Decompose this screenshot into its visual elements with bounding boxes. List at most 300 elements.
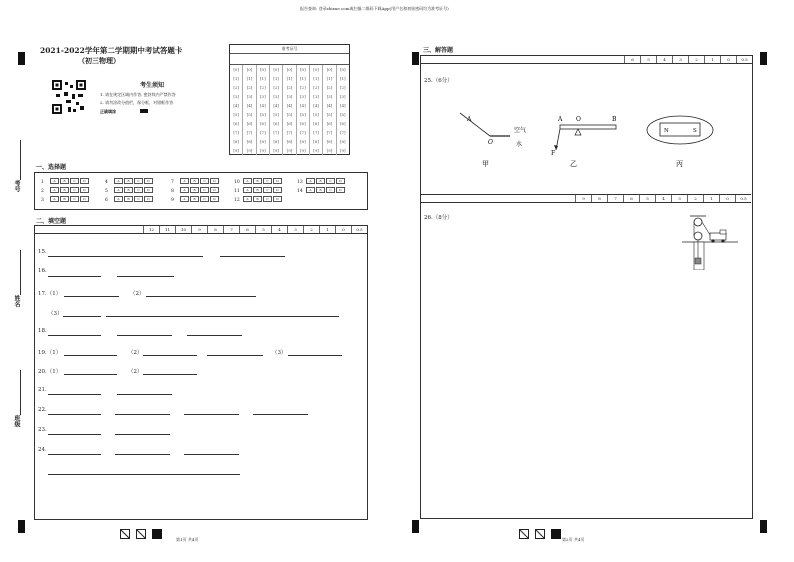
score-cell[interactable]: 12 bbox=[143, 226, 159, 233]
score-bar-wrap bbox=[421, 194, 751, 203]
choice-bubble[interactable]: A bbox=[180, 187, 189, 193]
choice-bubble[interactable]: B bbox=[60, 178, 69, 184]
choice-bubble[interactable]: A bbox=[306, 178, 315, 184]
choice-bubble[interactable]: C bbox=[70, 187, 79, 193]
notice-item: 1. 请在规定区域内作答, 密封线内严禁作答 bbox=[100, 92, 176, 97]
score-cell[interactable]: 6 bbox=[239, 226, 255, 233]
exam-digit-bubble[interactable]: [3] bbox=[339, 94, 346, 99]
score-cell[interactable]: 4 bbox=[656, 56, 672, 63]
exam-digit-bubble[interactable]: [3] bbox=[273, 94, 279, 99]
exam-digit-bubble[interactable]: [4] bbox=[233, 103, 239, 108]
exam-digit-bubble[interactable]: [5] bbox=[299, 112, 306, 117]
choice-bubble[interactable]: C bbox=[70, 196, 79, 202]
choice-bubble[interactable]: A bbox=[243, 187, 252, 193]
choice-bubble[interactable]: A bbox=[243, 178, 252, 184]
exam-number-column bbox=[309, 65, 322, 155]
exam-digit-bubble[interactable]: [7] bbox=[259, 130, 266, 135]
choice-bubble[interactable]: A bbox=[114, 187, 123, 193]
exam-digit-bubble[interactable]: [6] bbox=[299, 121, 306, 126]
score-bar bbox=[35, 226, 367, 234]
q24-label: 24. bbox=[38, 447, 47, 453]
choice-bubble[interactable]: D bbox=[144, 187, 153, 193]
choice-bubble[interactable]: D bbox=[210, 187, 219, 193]
exam-digit-bubble[interactable]: [7] bbox=[339, 130, 346, 135]
exam-number-column bbox=[322, 65, 335, 155]
choice-bubble[interactable]: D bbox=[273, 196, 282, 202]
side-label-exam-no: 考号 bbox=[13, 180, 20, 192]
choice-bubble[interactable]: A bbox=[114, 178, 123, 184]
score-bar bbox=[421, 194, 751, 203]
answer-line[interactable] bbox=[187, 335, 242, 336]
exam-digit-bubble[interactable]: [6] bbox=[273, 121, 279, 126]
exam-digit-bubble[interactable]: [2] bbox=[326, 85, 333, 90]
exam-digit-bubble[interactable]: [2] bbox=[286, 85, 293, 90]
exam-digit-bubble[interactable]: [6] bbox=[233, 121, 239, 126]
score-cell[interactable]: 9 bbox=[191, 226, 207, 233]
score-cell[interactable]: 3 bbox=[672, 56, 688, 63]
choice-question bbox=[105, 196, 154, 203]
choice-bubble[interactable]: D bbox=[273, 187, 282, 193]
score-cell[interactable]: 10 bbox=[175, 226, 191, 233]
choice-bubble[interactable]: C bbox=[263, 196, 272, 202]
choice-bubble[interactable]: D bbox=[336, 178, 345, 184]
choice-number: 4 bbox=[105, 179, 108, 185]
q22-label: 22. bbox=[38, 407, 47, 413]
q16-label: 16. bbox=[38, 268, 47, 274]
q20-part2-label: （2） bbox=[128, 369, 143, 375]
corner-mark bbox=[760, 520, 767, 533]
exam-digit-bubble[interactable]: [0] bbox=[233, 67, 239, 72]
score-cell[interactable]: 9 bbox=[575, 195, 591, 202]
choice-bubble[interactable]: B bbox=[60, 196, 69, 202]
exam-number-column bbox=[256, 65, 269, 155]
choice-bubble[interactable]: C bbox=[326, 187, 335, 193]
exam-digit-bubble[interactable]: [7] bbox=[299, 130, 306, 135]
exam-digit-bubble[interactable]: [6] bbox=[326, 121, 333, 126]
answer-line[interactable] bbox=[64, 355, 117, 356]
exam-digit-bubble[interactable]: [4] bbox=[299, 103, 306, 108]
choice-bubble[interactable]: B bbox=[253, 178, 262, 184]
answer-line[interactable] bbox=[117, 394, 172, 395]
exam-digit-bubble[interactable]: [6] bbox=[313, 121, 319, 126]
choice-bubble[interactable]: B bbox=[60, 187, 69, 193]
answer-line[interactable] bbox=[220, 256, 285, 257]
answer-line[interactable] bbox=[115, 434, 170, 435]
exam-digit-bubble[interactable]: [9] bbox=[339, 148, 346, 153]
answer-line[interactable] bbox=[143, 355, 197, 356]
choice-question bbox=[234, 187, 283, 194]
answer-line[interactable] bbox=[146, 296, 256, 297]
exam-digit-bubble[interactable]: [3] bbox=[313, 94, 319, 99]
score-cell[interactable]: 3 bbox=[671, 195, 687, 202]
choice-question bbox=[234, 196, 283, 203]
exam-digit-bubble[interactable]: [8] bbox=[246, 139, 253, 144]
answer-line[interactable] bbox=[48, 434, 101, 435]
exam-digit-bubble[interactable]: [0] bbox=[326, 67, 333, 72]
score-cell[interactable]: 0.5 bbox=[735, 195, 751, 202]
choice-bubble[interactable]: C bbox=[70, 178, 79, 184]
choice-question bbox=[171, 178, 220, 185]
choice-bubble[interactable]: D bbox=[273, 178, 282, 184]
exam-digit-bubble[interactable]: [7] bbox=[246, 130, 253, 135]
answer-line[interactable] bbox=[288, 355, 342, 356]
score-cell[interactable]: 1 bbox=[319, 226, 335, 233]
section2-title: 二、填空题 bbox=[36, 218, 67, 225]
exam-digit-bubble[interactable]: [2] bbox=[259, 85, 266, 90]
choice-bubble[interactable]: C bbox=[134, 187, 143, 193]
exam-digit-bubble[interactable]: [1] bbox=[233, 76, 239, 81]
qr-code bbox=[52, 80, 86, 114]
exam-digit-bubble[interactable]: [1] bbox=[246, 76, 253, 81]
exam-digit-bubble[interactable]: [5] bbox=[233, 112, 239, 117]
q25-label: 25.（6分） bbox=[424, 78, 453, 84]
exam-number-box bbox=[229, 44, 350, 155]
exam-digit-bubble[interactable]: [4] bbox=[286, 103, 293, 108]
choice-bubble[interactable]: A bbox=[50, 196, 59, 202]
choice-bubble[interactable]: C bbox=[200, 196, 209, 202]
exam-digit-bubble[interactable]: [3] bbox=[286, 94, 293, 99]
choice-question bbox=[171, 187, 220, 194]
choice-bubble[interactable]: C bbox=[134, 196, 143, 202]
choice-bubble[interactable]: D bbox=[336, 187, 345, 193]
label-jia: 甲 bbox=[482, 160, 489, 168]
page1-footer: 第1页 共4页 bbox=[176, 537, 199, 542]
score-cell[interactable]: 0 bbox=[720, 56, 736, 63]
label-O: O bbox=[488, 139, 493, 146]
choice-box bbox=[34, 172, 368, 210]
notice-item: 2. 请勿涂改分值栏，保分框，对错框作答 bbox=[100, 100, 174, 105]
choice-question bbox=[171, 196, 220, 203]
exam-digit-bubble[interactable]: [4] bbox=[259, 103, 266, 108]
choice-question bbox=[41, 178, 90, 185]
label-yi: 乙 bbox=[570, 160, 577, 168]
exam-digit-bubble[interactable]: [8] bbox=[313, 139, 319, 144]
exam-digit-bubble[interactable]: [1] bbox=[299, 76, 306, 81]
q17-label: 17.（1） bbox=[38, 291, 62, 297]
exam-digit-bubble[interactable]: [6] bbox=[246, 121, 253, 126]
exam-digit-bubble[interactable]: [0] bbox=[273, 67, 279, 72]
exam-digit-bubble[interactable]: [1] bbox=[273, 76, 279, 81]
choice-bubble[interactable]: A bbox=[50, 178, 59, 184]
exam-digit-bubble[interactable]: [8] bbox=[299, 139, 306, 144]
exam-digit-bubble[interactable]: [8] bbox=[259, 139, 266, 144]
exam-digit-bubble[interactable]: [9] bbox=[246, 148, 253, 153]
q19-label: 19.（1） bbox=[38, 350, 62, 356]
score-bar bbox=[421, 56, 752, 64]
label-A: A bbox=[467, 116, 472, 123]
score-cell[interactable]: 4 bbox=[271, 226, 287, 233]
exam-digit-bubble[interactable]: [4] bbox=[273, 103, 279, 108]
exam-digit-bubble[interactable]: [2] bbox=[313, 85, 319, 90]
incident-ray bbox=[460, 113, 490, 136]
exam-digit-bubble[interactable]: [9] bbox=[326, 148, 333, 153]
exam-digit-bubble[interactable]: [9] bbox=[259, 148, 266, 153]
exam-digit-bubble[interactable]: [1] bbox=[326, 76, 333, 81]
notice-title: 考生须知 bbox=[140, 82, 165, 89]
choice-bubble[interactable]: A bbox=[180, 196, 189, 202]
choice-number: 2 bbox=[41, 188, 44, 194]
exam-digit-bubble[interactable]: [0] bbox=[313, 67, 319, 72]
answer-line[interactable] bbox=[253, 414, 308, 415]
corner-mark bbox=[18, 52, 25, 65]
side-label-name: 姓名 bbox=[13, 295, 20, 307]
exam-digit-bubble[interactable]: [0] bbox=[259, 67, 266, 72]
choice-bubble[interactable]: C bbox=[326, 178, 335, 184]
choice-bubble[interactable]: C bbox=[134, 178, 143, 184]
page2-footer: 第2页 共4页 bbox=[562, 537, 585, 542]
label-air: 空气 bbox=[514, 127, 527, 134]
section3-title: 三、解答题 bbox=[423, 47, 454, 54]
score-cell[interactable]: 8 bbox=[591, 195, 607, 202]
choice-number: 7 bbox=[171, 179, 174, 185]
score-cell[interactable]: 1 bbox=[704, 56, 720, 63]
choice-bubble[interactable]: B bbox=[253, 187, 262, 193]
exam-digit-bubble[interactable]: [5] bbox=[273, 112, 279, 117]
answer-line[interactable] bbox=[207, 355, 263, 356]
exam-digit-bubble[interactable]: [8] bbox=[326, 139, 333, 144]
fill-example-label: 正确填涂 bbox=[100, 109, 116, 114]
exam-digit-bubble[interactable]: [1] bbox=[259, 76, 266, 81]
choice-bubble[interactable]: C bbox=[263, 178, 272, 184]
answer-line[interactable] bbox=[48, 256, 203, 257]
score-cell[interactable]: 0 bbox=[719, 195, 735, 202]
exam-digit-bubble[interactable]: [9] bbox=[233, 148, 239, 153]
answer-line[interactable] bbox=[143, 374, 197, 375]
fill-box bbox=[34, 225, 368, 520]
choice-bubble[interactable]: D bbox=[80, 178, 89, 184]
exam-digit-bubble[interactable]: [2] bbox=[233, 85, 239, 90]
exam-digit-bubble[interactable]: [6] bbox=[339, 121, 346, 126]
q26-label: 26.（8分） bbox=[424, 215, 453, 221]
exam-digit-bubble[interactable]: [1] bbox=[286, 76, 293, 81]
choice-bubble[interactable]: B bbox=[124, 187, 133, 193]
score-cell[interactable]: 5 bbox=[640, 56, 656, 63]
exam-digit-bubble[interactable]: [3] bbox=[233, 94, 239, 99]
answer-line[interactable] bbox=[64, 374, 117, 375]
answer-line[interactable] bbox=[48, 414, 101, 415]
choice-number: 8 bbox=[171, 188, 174, 194]
score-cell[interactable]: 7 bbox=[607, 195, 623, 202]
exam-digit-bubble[interactable]: [8] bbox=[286, 139, 293, 144]
exam-digit-bubble[interactable]: [7] bbox=[326, 130, 333, 135]
exam-digit-bubble[interactable]: [4] bbox=[313, 103, 319, 108]
choice-bubble[interactable]: A bbox=[114, 196, 123, 202]
exam-number-column bbox=[282, 65, 295, 155]
score-cell[interactable]: 3 bbox=[287, 226, 303, 233]
exam-number-label: 准考证号 bbox=[230, 45, 349, 54]
exam-digit-bubble[interactable]: [7] bbox=[233, 130, 239, 135]
score-cell[interactable]: 4 bbox=[655, 195, 671, 202]
exam-digit-bubble[interactable]: [0] bbox=[299, 67, 306, 72]
exam-digit-bubble[interactable]: [2] bbox=[273, 85, 279, 90]
choice-bubble[interactable]: B bbox=[124, 196, 133, 202]
choice-bubble[interactable]: C bbox=[263, 187, 272, 193]
score-cell[interactable]: 2 bbox=[688, 56, 704, 63]
exam-digit-bubble[interactable]: [0] bbox=[286, 67, 293, 72]
choice-bubble[interactable]: A bbox=[180, 178, 189, 184]
exam-digit-bubble[interactable]: [6] bbox=[259, 121, 266, 126]
exam-digit-bubble[interactable]: [5] bbox=[313, 112, 319, 117]
exam-number-column bbox=[242, 65, 255, 155]
q23-label: 23. bbox=[38, 427, 47, 433]
choice-question bbox=[105, 187, 154, 194]
choice-number: 9 bbox=[171, 197, 174, 203]
exam-digit-bubble[interactable]: [6] bbox=[286, 121, 293, 126]
choice-number: 1 bbox=[41, 179, 44, 185]
exam-digit-bubble[interactable]: [2] bbox=[246, 85, 253, 90]
exam-digit-bubble[interactable]: [3] bbox=[299, 94, 306, 99]
corner-mark bbox=[412, 520, 419, 533]
score-cell[interactable]: 2 bbox=[303, 226, 319, 233]
exam-digit-bubble[interactable]: [5] bbox=[339, 112, 346, 117]
q20-label: 20.（1） bbox=[38, 369, 62, 375]
choice-question bbox=[105, 178, 154, 185]
score-cell[interactable]: 8 bbox=[207, 226, 223, 233]
answer-line[interactable] bbox=[184, 414, 239, 415]
choice-bubble[interactable]: C bbox=[200, 187, 209, 193]
exam-digit-bubble[interactable]: [7] bbox=[286, 130, 293, 135]
exam-digit-bubble[interactable]: [4] bbox=[339, 103, 346, 108]
lever bbox=[560, 125, 616, 129]
label-water: 水 bbox=[516, 141, 523, 148]
choice-bubble[interactable]: D bbox=[80, 196, 89, 202]
choice-question bbox=[297, 187, 346, 194]
exam-digit-bubble[interactable]: [3] bbox=[246, 94, 253, 99]
choice-question bbox=[297, 178, 346, 185]
exam-digit-bubble[interactable]: [5] bbox=[326, 112, 333, 117]
page-subtitle: （初三物理） bbox=[78, 56, 120, 65]
q17-part3-label: （3） bbox=[48, 311, 63, 317]
exam-number-grid bbox=[230, 65, 349, 155]
choice-bubble[interactable]: A bbox=[50, 187, 59, 193]
exam-digit-bubble[interactable]: [9] bbox=[313, 148, 319, 153]
score-cell[interactable]: 0.5 bbox=[736, 56, 752, 63]
exam-digit-bubble[interactable]: [9] bbox=[286, 148, 293, 153]
q15-label: 15. bbox=[38, 249, 47, 255]
exam-digit-bubble[interactable]: [2] bbox=[339, 85, 346, 90]
choice-bubble[interactable]: B bbox=[316, 178, 325, 184]
exam-digit-bubble[interactable]: [1] bbox=[313, 76, 319, 81]
answer-line[interactable] bbox=[48, 474, 240, 475]
score-cell[interactable]: 11 bbox=[159, 226, 175, 233]
choice-number: 11 bbox=[234, 188, 240, 194]
corner-mark bbox=[760, 52, 767, 65]
choice-bubble[interactable]: B bbox=[124, 178, 133, 184]
choice-number: 6 bbox=[105, 197, 108, 203]
exam-digit-bubble[interactable]: [0] bbox=[339, 67, 346, 72]
choice-bubble[interactable]: A bbox=[243, 196, 252, 202]
answer-line[interactable] bbox=[48, 335, 101, 336]
answer-line[interactable] bbox=[106, 316, 339, 317]
exam-digit-bubble[interactable]: [3] bbox=[259, 94, 266, 99]
score-cell[interactable]: 7 bbox=[223, 226, 239, 233]
score-cell[interactable]: 0 bbox=[335, 226, 351, 233]
exam-digit-bubble[interactable]: [5] bbox=[246, 112, 253, 117]
answer-line[interactable] bbox=[63, 316, 101, 317]
side-line bbox=[20, 250, 21, 295]
exam-digit-bubble[interactable]: [8] bbox=[233, 139, 239, 144]
choice-bubble[interactable]: D bbox=[144, 178, 153, 184]
label-N: N bbox=[664, 128, 669, 134]
answer-line[interactable] bbox=[117, 335, 172, 336]
q26-figure bbox=[682, 214, 738, 270]
choice-bubble[interactable]: A bbox=[306, 187, 315, 193]
score-cell[interactable]: 1 bbox=[703, 195, 719, 202]
exam-digit-bubble[interactable]: [4] bbox=[326, 103, 333, 108]
choice-number: 5 bbox=[105, 188, 108, 194]
exam-digit-bubble[interactable]: [9] bbox=[273, 148, 279, 153]
choice-bubble[interactable]: D bbox=[210, 178, 219, 184]
pulley-top bbox=[694, 218, 702, 226]
choice-bubble[interactable]: D bbox=[80, 187, 89, 193]
answer-line[interactable] bbox=[48, 454, 101, 455]
score-cell[interactable]: 5 bbox=[255, 226, 271, 233]
exam-number-column bbox=[336, 65, 349, 155]
answer-line[interactable] bbox=[64, 296, 119, 297]
choice-bubble[interactable]: C bbox=[200, 178, 209, 184]
well bbox=[694, 242, 704, 270]
choice-bubble[interactable]: B bbox=[253, 196, 262, 202]
score-cell[interactable]: 2 bbox=[687, 195, 703, 202]
fulcrum bbox=[575, 129, 581, 135]
exam-digit-bubble[interactable]: [8] bbox=[339, 139, 346, 144]
exam-digit-bubble[interactable]: [7] bbox=[313, 130, 319, 135]
exam-digit-bubble[interactable]: [2] bbox=[299, 85, 306, 90]
exam-digit-bubble[interactable]: [9] bbox=[299, 148, 306, 153]
answer-line[interactable] bbox=[48, 276, 101, 277]
label-FA: F bbox=[551, 150, 556, 157]
choice-question bbox=[41, 196, 90, 203]
pulley-bottom bbox=[694, 232, 702, 240]
q17-part2-label: （2） bbox=[130, 291, 145, 297]
header-note: 报告查询: 登录zhixue.com或扫描二维码下载App(用户名和初始密码均为准考证号) bbox=[300, 6, 449, 11]
choice-number: 10 bbox=[234, 179, 240, 185]
exam-digit-bubble[interactable]: [0] bbox=[246, 67, 253, 72]
choice-bubble[interactable]: B bbox=[190, 196, 199, 202]
choice-bubble[interactable]: D bbox=[210, 196, 219, 202]
side-line bbox=[20, 140, 21, 180]
choice-bubble[interactable]: D bbox=[144, 196, 153, 202]
exam-digit-bubble[interactable]: [5] bbox=[259, 112, 266, 117]
label-O: O bbox=[576, 116, 581, 123]
choice-question bbox=[234, 178, 283, 185]
answer-line[interactable] bbox=[115, 414, 170, 415]
exam-digit-bubble[interactable]: [1] bbox=[339, 76, 346, 81]
choice-bubble[interactable]: B bbox=[316, 187, 325, 193]
choice-bubble[interactable]: B bbox=[190, 187, 199, 193]
exam-digit-bubble[interactable]: [5] bbox=[286, 112, 293, 117]
q19-part3-label: （3） bbox=[272, 350, 287, 356]
choice-number: 13 bbox=[297, 179, 303, 185]
answer-line[interactable] bbox=[115, 454, 170, 455]
answer-line[interactable] bbox=[117, 276, 174, 277]
exam-digit-bubble[interactable]: [8] bbox=[273, 139, 279, 144]
q21-label: 21. bbox=[38, 387, 47, 393]
choice-number: 12 bbox=[234, 197, 240, 203]
corner-mark bbox=[412, 52, 419, 65]
answer-line[interactable] bbox=[184, 454, 239, 455]
score-cell[interactable]: 6 bbox=[624, 56, 640, 63]
choice-bubble[interactable]: B bbox=[190, 178, 199, 184]
score-cell[interactable]: 5 bbox=[639, 195, 655, 202]
corner-mark bbox=[18, 520, 25, 533]
answer-line[interactable] bbox=[48, 394, 101, 395]
exam-digit-bubble[interactable]: [3] bbox=[326, 94, 333, 99]
score-cell[interactable]: 0.5 bbox=[351, 226, 367, 233]
score-cell[interactable]: 6 bbox=[623, 195, 639, 202]
exam-digit-bubble[interactable]: [7] bbox=[273, 130, 279, 135]
exam-digit-bubble[interactable]: [4] bbox=[246, 103, 253, 108]
